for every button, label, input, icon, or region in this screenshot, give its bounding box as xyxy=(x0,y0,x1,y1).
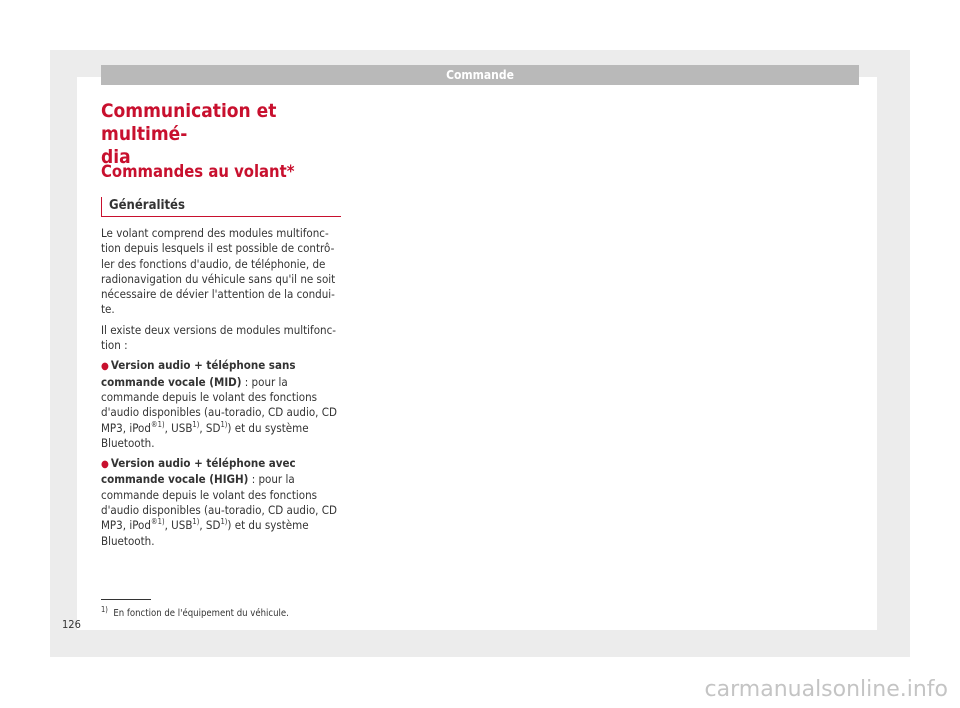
page-number: 126 xyxy=(62,618,81,631)
footnote-marker: 1) xyxy=(101,604,108,614)
footnote-ref: 1) xyxy=(192,419,200,429)
paragraph: Il existe deux versions de modules multifonc-tion : xyxy=(101,322,337,353)
bullet-text: : pour la commande depuis le volant des fonctions d'audio disponibles (au-toradio, CD audio, CD MP3, iPod xyxy=(101,472,337,533)
chapter-title-line1: Communication et multimé- xyxy=(101,100,277,145)
chapter-title-line2: dia xyxy=(101,146,131,168)
list-item xyxy=(101,358,346,451)
footnote-ref: 1) xyxy=(192,517,200,527)
bullet-text: , USB xyxy=(164,420,193,435)
bullet-bold: Version audio + téléphone sans commande vocale (MID) xyxy=(101,358,296,389)
chapter-title xyxy=(101,100,341,169)
bullet-icon: ● xyxy=(101,361,109,373)
list-item xyxy=(101,456,346,549)
footnote xyxy=(101,604,501,620)
bullet-text: , USB xyxy=(164,518,193,533)
paragraph: Le volant comprend des modules multifonc-tion depuis lesquels il est possible de contrô-ler des fonctions d'audio, de téléphonie, de radionavigation du véhicule sans qu'il ne soit nécessaire de dévier l'attention de la condui-te. xyxy=(101,226,336,317)
bullet-bold: Version audio + téléphone avec commande vocale (HIGH) xyxy=(101,456,296,487)
bullet-text: ) et du système Bluetooth. xyxy=(101,518,309,548)
header-title: Commande xyxy=(446,68,514,82)
footnote-ref: ®1) xyxy=(150,517,165,527)
bullet-text: : pour la commande depuis le volant des fonctions d'audio disponibles (au-toradio, CD audio, CD MP3, iPod xyxy=(101,374,337,435)
bullet-text: , SD xyxy=(199,518,221,533)
bullet-text: ) et du système Bluetooth. xyxy=(101,420,309,450)
bullet-icon: ● xyxy=(101,459,109,471)
body-text xyxy=(101,226,346,554)
subsection-title: Généralités xyxy=(101,197,341,217)
bullet-text: , SD xyxy=(199,420,221,435)
footnote-ref: 1) xyxy=(220,517,228,527)
section-heading: Commandes au volant* xyxy=(101,162,295,181)
footnote-rule xyxy=(101,599,151,600)
watermark: carmanualsonline.info xyxy=(704,677,948,702)
footnote-ref: 1) xyxy=(220,419,228,429)
footnote-text: En fonction de l'équipement du véhicule. xyxy=(113,608,289,619)
footnote-ref: ®1) xyxy=(150,419,165,429)
